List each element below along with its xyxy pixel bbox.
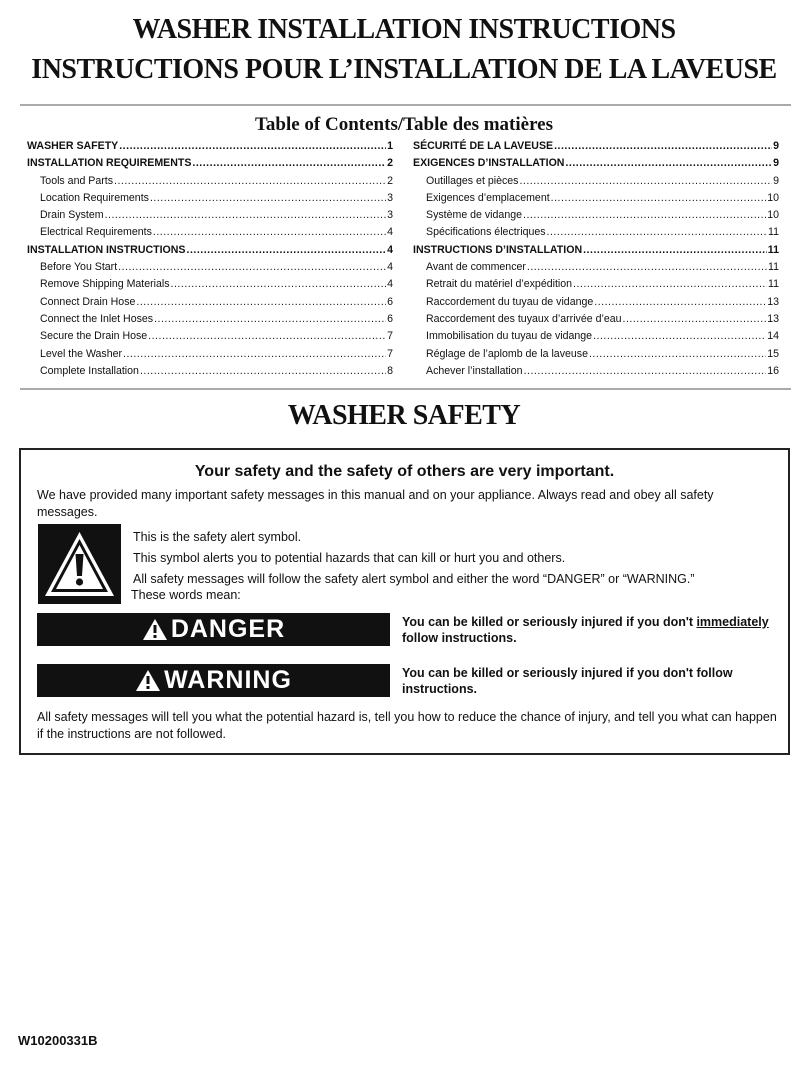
toc-leader-dots [153, 224, 386, 241]
toc-leader-dots [565, 155, 772, 172]
toc-entry[interactable] [413, 294, 779, 311]
warning-message: You can be killed or seriously injured if you don't follow instructions. [402, 666, 733, 696]
toc-leader-dots [140, 363, 386, 380]
toc-entry[interactable] [27, 190, 393, 207]
toc-leader-dots [150, 190, 386, 207]
toc-entry[interactable] [413, 311, 779, 328]
alert-line-hazards: This symbol alerts you to potential hazards that can kill or hurt you and others. [133, 551, 566, 565]
toc-leader-dots [119, 138, 386, 155]
toc-entry[interactable] [27, 363, 393, 380]
toc-entry[interactable] [27, 328, 393, 345]
toc-leader-dots [154, 311, 386, 328]
toc-leader-dots [519, 173, 772, 190]
toc-entry-page: 4 [387, 261, 393, 274]
toc-entry-page: 6 [387, 312, 393, 325]
toc-entry-label: Spécifications électriques [426, 226, 546, 239]
safety-footer: All safety messages will tell you what the potential hazard is, tell you how to reduce the chance of injury, and tell you what can happen if the instructions are not followed. [37, 710, 777, 741]
toc-entry[interactable] [413, 138, 779, 155]
toc-entry-label: Exigences d’emplacement [426, 191, 550, 204]
warning-signal-panel [37, 664, 390, 697]
toc-entry-page: 10 [767, 191, 779, 204]
toc-leader-dots [118, 259, 386, 276]
toc-french [413, 138, 779, 380]
document-number: W10200331B [18, 1033, 98, 1048]
toc-leader-dots [583, 242, 767, 259]
toc-entry[interactable] [27, 207, 393, 224]
toc-entry-label: INSTALLATION REQUIREMENTS [27, 157, 192, 170]
toc-leader-dots [623, 311, 767, 328]
toc-entry-page: 1 [387, 140, 393, 152]
toc-entry-page: 15 [767, 347, 779, 360]
toc-entry-label: Système de vidange [426, 209, 522, 222]
toc-entry-page: 13 [767, 312, 779, 325]
warning-label: WARNING [164, 666, 292, 694]
toc-leader-dots [148, 328, 386, 345]
toc-leader-dots [573, 276, 767, 293]
toc-entry-label: Location Requirements [40, 191, 149, 204]
title-english: WASHER INSTALLATION INSTRUCTIONS [132, 14, 676, 45]
toc-entry-page: 11 [767, 243, 779, 256]
toc-entry-page: 4 [387, 243, 393, 256]
toc-entry[interactable] [27, 138, 393, 155]
warning-triangle-icon [38, 524, 121, 604]
safety-heading: Your safety and the safety of others are very important. [194, 463, 615, 480]
toc-leader-dots [114, 173, 386, 190]
toc-entry[interactable] [413, 155, 779, 172]
toc-entry[interactable] [413, 242, 779, 259]
toc-leader-dots [554, 138, 772, 155]
toc-entry-label: Réglage de l’aplomb de la laveuse [426, 347, 588, 360]
toc-leader-dots [589, 346, 766, 363]
toc-entry-page: 2 [387, 157, 393, 170]
danger-message-end: follow instructions. [402, 631, 517, 645]
section-title-washer-safety: WASHER SAFETY [287, 400, 521, 431]
alert-line-words-mean: These words mean: [131, 588, 241, 602]
toc-entry-label: Outillages et pièces [426, 174, 519, 187]
toc-entry-page: 13 [767, 295, 779, 308]
toc-entry[interactable] [413, 224, 779, 241]
toc-entry-label: Immobilisation du tuyau de vidange [426, 330, 593, 343]
alert-triangle-icon [142, 618, 168, 641]
toc-entry-label: INSTALLATION INSTRUCTIONS [27, 243, 186, 256]
toc-entry-label: Complete Installation [40, 364, 139, 377]
toc-entry[interactable] [27, 346, 393, 363]
alert-line-follow: All safety messages will follow the safety alert symbol and either the word “DANGER” or “WARNING.” [133, 572, 695, 586]
toc-entry[interactable] [413, 363, 779, 380]
toc-entry-page: 6 [387, 295, 393, 308]
danger-message-emphasis: immediately [696, 615, 769, 629]
toc-leader-dots [123, 346, 386, 363]
danger-label: DANGER [170, 615, 286, 643]
toc-leader-dots [187, 242, 387, 259]
toc-entry-page: 9 [773, 174, 779, 187]
danger-message [402, 614, 782, 646]
title-french: INSTRUCTIONS POUR L’INSTALLATION DE LA LAVEUSE [31, 54, 777, 85]
toc-entry-page: 11 [768, 226, 779, 239]
toc-entry-label: INSTRUCTIONS D’INSTALLATION [413, 243, 583, 256]
toc-entry-page: 9 [773, 157, 779, 170]
toc-entry-page: 4 [387, 278, 393, 291]
toc-leader-dots [524, 363, 767, 380]
toc-entry-label: Secure the Drain Hose [40, 330, 148, 343]
toc-entry[interactable] [27, 294, 393, 311]
toc-entry-page: 3 [387, 209, 393, 222]
toc-entry[interactable] [27, 242, 393, 259]
toc-entry-page: 4 [387, 226, 393, 239]
toc-english [27, 138, 393, 380]
toc-leader-dots [105, 207, 387, 224]
toc-entry-label: Level the Washer [40, 347, 123, 360]
alert-triangle-icon [135, 669, 161, 692]
toc-entry-label: WASHER SAFETY [27, 140, 119, 152]
toc-leader-dots [523, 207, 766, 224]
toc-leader-dots [593, 328, 766, 345]
safety-intro: We have provided many important safety messages in this manual and on your appliance. Always read and obey all safety messages. [37, 488, 714, 519]
toc-entry[interactable] [413, 259, 779, 276]
toc-leader-dots [136, 294, 386, 311]
alert-line-symbol: This is the safety alert symbol. [133, 530, 302, 544]
toc-entry[interactable] [27, 224, 393, 241]
toc-entry-page: 8 [387, 364, 393, 377]
divider-top [20, 104, 791, 106]
toc-entry-label: Retrait du matériel d’expédition [426, 278, 573, 291]
toc-entry-label: Before You Start [40, 261, 118, 274]
toc-entry-page: 7 [387, 347, 393, 360]
toc-entry-label: Raccordement des tuyaux d’arrivée d’eau [426, 312, 622, 325]
toc-leader-dots [547, 224, 767, 241]
toc-entry-page: 2 [387, 174, 393, 187]
toc-leader-dots [551, 190, 767, 207]
toc-leader-dots [192, 155, 386, 172]
toc-leader-dots [594, 294, 766, 311]
toc-entry[interactable] [27, 276, 393, 293]
toc-entry-page: 11 [768, 278, 779, 291]
toc-leader-dots [527, 259, 767, 276]
toc-entry-label: SÉCURITÉ DE LA LAVEUSE [413, 140, 554, 152]
toc-entry-label: Avant de commencer [426, 261, 526, 274]
toc-entry-label: Achever l’installation [426, 364, 523, 377]
danger-message-text: You can be killed or seriously injured if you don't [402, 615, 697, 629]
toc-entry[interactable] [413, 207, 779, 224]
toc-entry-label: Electrical Requirements [40, 226, 152, 239]
toc-entry-label: Remove Shipping Materials [40, 278, 170, 291]
safety-box [19, 448, 790, 755]
toc-entry[interactable] [413, 328, 779, 345]
toc-entry-page: 10 [767, 209, 779, 222]
toc-entry[interactable] [27, 155, 393, 172]
toc-entry-label: Connect the Inlet Hoses [40, 312, 154, 325]
toc-entry-page: 14 [767, 330, 779, 343]
toc-entry[interactable] [27, 259, 393, 276]
toc-entry-page: 16 [767, 364, 779, 377]
toc-entry-label: EXIGENCES D’INSTALLATION [413, 157, 565, 170]
toc-entry-label: Tools and Parts [40, 174, 114, 187]
toc-entry-label: Drain System [40, 209, 104, 222]
toc-entry[interactable] [413, 190, 779, 207]
toc-entry-label: Raccordement du tuyau de vidange [426, 295, 594, 308]
toc-entry-page: 3 [387, 191, 393, 204]
danger-signal-panel [37, 613, 390, 646]
toc-entry[interactable] [413, 276, 779, 293]
divider-middle [20, 388, 791, 390]
toc-entry[interactable] [413, 346, 779, 363]
toc-entry-page: 7 [387, 330, 393, 343]
toc-entry[interactable] [27, 173, 393, 190]
toc-entry[interactable] [27, 311, 393, 328]
toc-title: Table of Contents/Table des matières [254, 114, 554, 135]
toc-entry-label: Connect Drain Hose [40, 295, 136, 308]
toc-entry[interactable] [413, 173, 779, 190]
toc-entry-page: 11 [768, 261, 779, 274]
toc-entry-page: 9 [773, 140, 779, 152]
toc-leader-dots [171, 276, 387, 293]
